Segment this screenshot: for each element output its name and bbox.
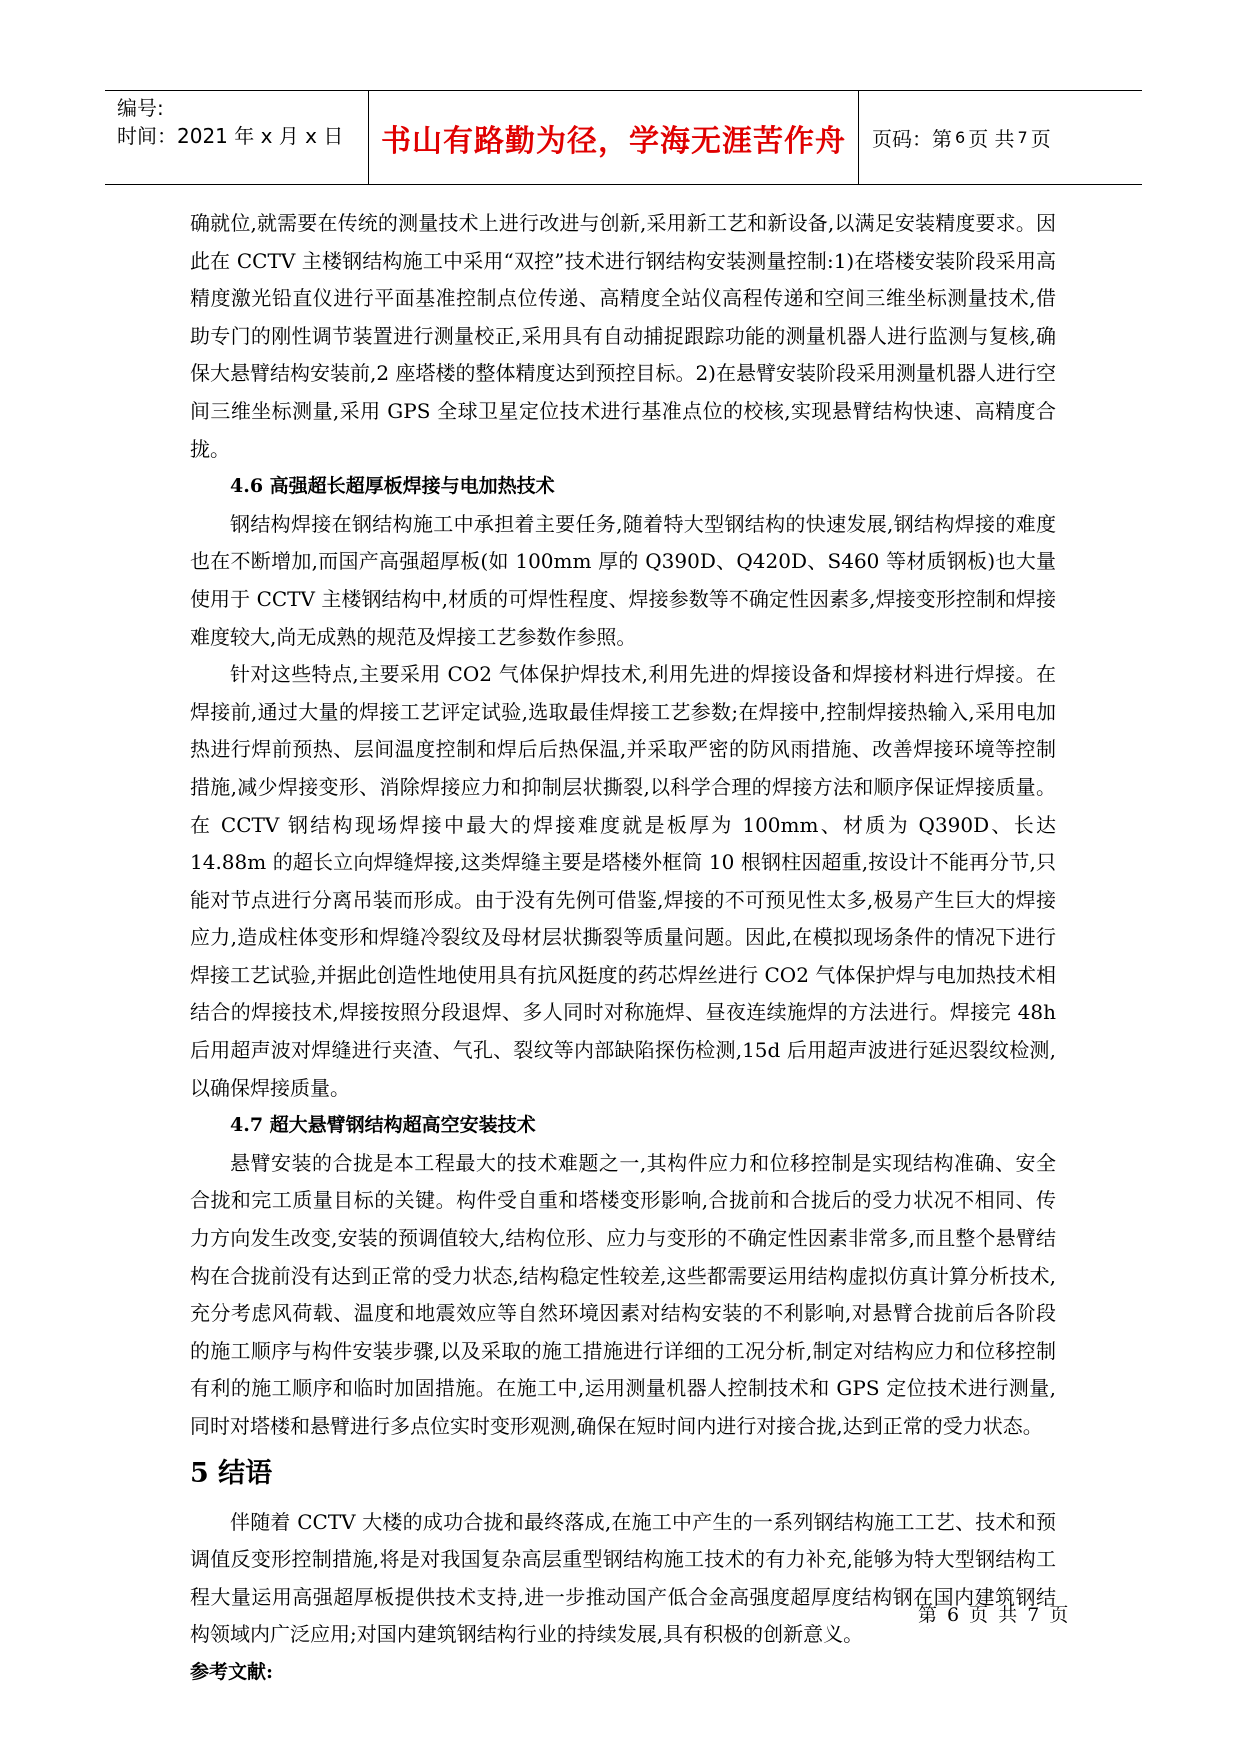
section-heading-4-6: 4.6 高强超长超厚板焊接与电加热技术 (230, 475, 555, 498)
paragraph-welding-intro: 钢结构焊接在钢结构施工中承担着主要任务,随着特大型钢结构的快速发展,钢结构焊接的难度也在不断增加,而国产高强超厚板(如 100mm 厚的 Q390D、Q420D、S460 等材质钢板)也大量使用于 CCTV 主楼钢结构中,材质的可焊性程度、焊接参数等不确定性因素多,焊接变形控制和焊接难度较大,尚无成熟的规范及焊接工艺参数作参照。 (190, 511, 1056, 649)
section-heading-5: 5 结语 (190, 1457, 273, 1489)
header-meta (105, 91, 369, 184)
document-time-label: 时间：2021 年 x 月 x 日 (117, 124, 344, 148)
page-footer: 第 6 页 共 7 页 (918, 1604, 1071, 1626)
page-prefix: 页码：第 (872, 127, 952, 151)
header-motto: 书山有路勤为径，学海无涯苦作舟 (369, 91, 859, 184)
page-suffix: 页 (1030, 127, 1051, 151)
header-page-info (859, 91, 1142, 184)
section-heading-4-7: 4.7 超大悬臂钢结构超高空安装技术 (230, 1114, 536, 1137)
paragraph-conclusion: 伴随着 CCTV 大楼的成功合拢和最终落成,在施工中产生的一系列钢结构施工工艺、技术和预调值反变形控制措施,将是对我国复杂高层重型钢结构施工技术的有力补充,能够为特大型钢结构工程大量运用高强超厚板提供技术支持,进一步推动国产低合金高强度超厚度结构钢在国内建筑钢结构领域内广泛应用;对国内建筑钢结构行业的持续发展,具有积极的创新意义。 (190, 1509, 1056, 1647)
page-current: 6 (955, 128, 966, 147)
paragraph-welding-method: 针对这些特点,主要采用 CO2 气体保护焊技术,利用先进的焊接设备和焊接材料进行焊接。在焊接前,通过大量的焊接工艺评定试验,选取最佳焊接工艺参数;在焊接中,控制焊接热输入,采用电加热进行焊前预热、层间温度控制和焊后后热保温,并采取严密的防风雨措施、改善焊接环境等控制措施,减少焊接变形、消除焊接应力和抑制层状撕裂,以科学合理的焊接方法和顺序保证焊接质量。在 CCTV 钢结构现场焊接中最大的焊接难度就是板厚为 100mm、材质为 Q390D、长达 14.88m 的超长立向焊缝焊接,这类焊缝主要是塔楼外框筒 10 根钢柱因超重,按设计不能再分节,只能对节点进行分离吊装而形成。由于没有先例可借鉴,焊接的不可预见性太多,极易产生巨大的焊接应力,造成柱体变形和焊缝冷裂纹及母材层状撕裂等质量问题。因此,在模拟现场条件的情况下进行焊接工艺试验,并据此创造性地使用具有抗风挺度的药芯焊丝进行 CO2 气体保护焊与电加热技术相结合的焊接技术,焊接按照分段退焊、多人同时对称施焊、昼夜连续施焊的方法进行。焊接完 48h 后用超声波对焊缝进行夹渣、气孔、裂纹等内部缺陷探伤检测,15d 后用超声波进行延迟裂纹检测,以确保焊接质量。 (190, 662, 1056, 1100)
document-body (190, 205, 1056, 1692)
page-total: 7 (1017, 128, 1028, 147)
paragraph-cantilever-installation: 悬臂安装的合拢是本工程最大的技术难题之一,其构件应力和位移控制是实现结构准确、安全合拢和完工质量目标的关键。构件受自重和塔楼变形影响,合拢前和合拢后的受力状况不相同、传力方向发生改变,安装的预调值较大,结构位形、应力与变形的不确定性因素非常多,而且整个悬臂结构在合拢前没有达到正常的受力状态,结构稳定性较差,这些都需要运用结构虚拟仿真计算分析技术,充分考虑风荷载、温度和地震效应等自然环境因素对结构安装的不利影响,对悬臂合拢前后各阶段的施工顺序与构件安装步骤,以及采取的施工措施进行详细的工况分析,制定对结构应力和位移控制有利的施工顺序和临时加固措施。在施工中,运用测量机器人控制技术和 GPS 定位技术进行测量,同时对塔楼和悬臂进行多点位实时变形观测,确保在短时间内进行对接合拢,达到正常的受力状态。 (190, 1150, 1056, 1438)
document-number-label: 编号: (117, 96, 164, 120)
document-header (105, 90, 1142, 185)
page-mid: 页 共 (968, 127, 1015, 151)
references-heading: 参考文献: (190, 1660, 274, 1683)
paragraph-measurement-continued: 确就位,就需要在传统的测量技术上进行改进与创新,采用新工艺和新设备,以满足安装精度要求。因此在 CCTV 主楼钢结构施工中采用“双控”技术进行钢结构安装测量控制:1)在塔楼安装阶段采用高精度激光铅直仪进行平面基准控制点位传递、高精度全站仪高程传递和空间三维坐标测量技术,借助专门的刚性调节装置进行测量校正,采用具有自动捕捉跟踪功能的测量机器人进行监测与复核,确保大悬臂结构安装前,2 座塔楼的整体精度达到预控目标。2)在悬臂安装阶段采用测量机器人进行空间三维坐标测量,采用 GPS 全球卫星定位技术进行基准点位的校核,实现悬臂结构快速、高精度合拢。 (190, 211, 1056, 461)
